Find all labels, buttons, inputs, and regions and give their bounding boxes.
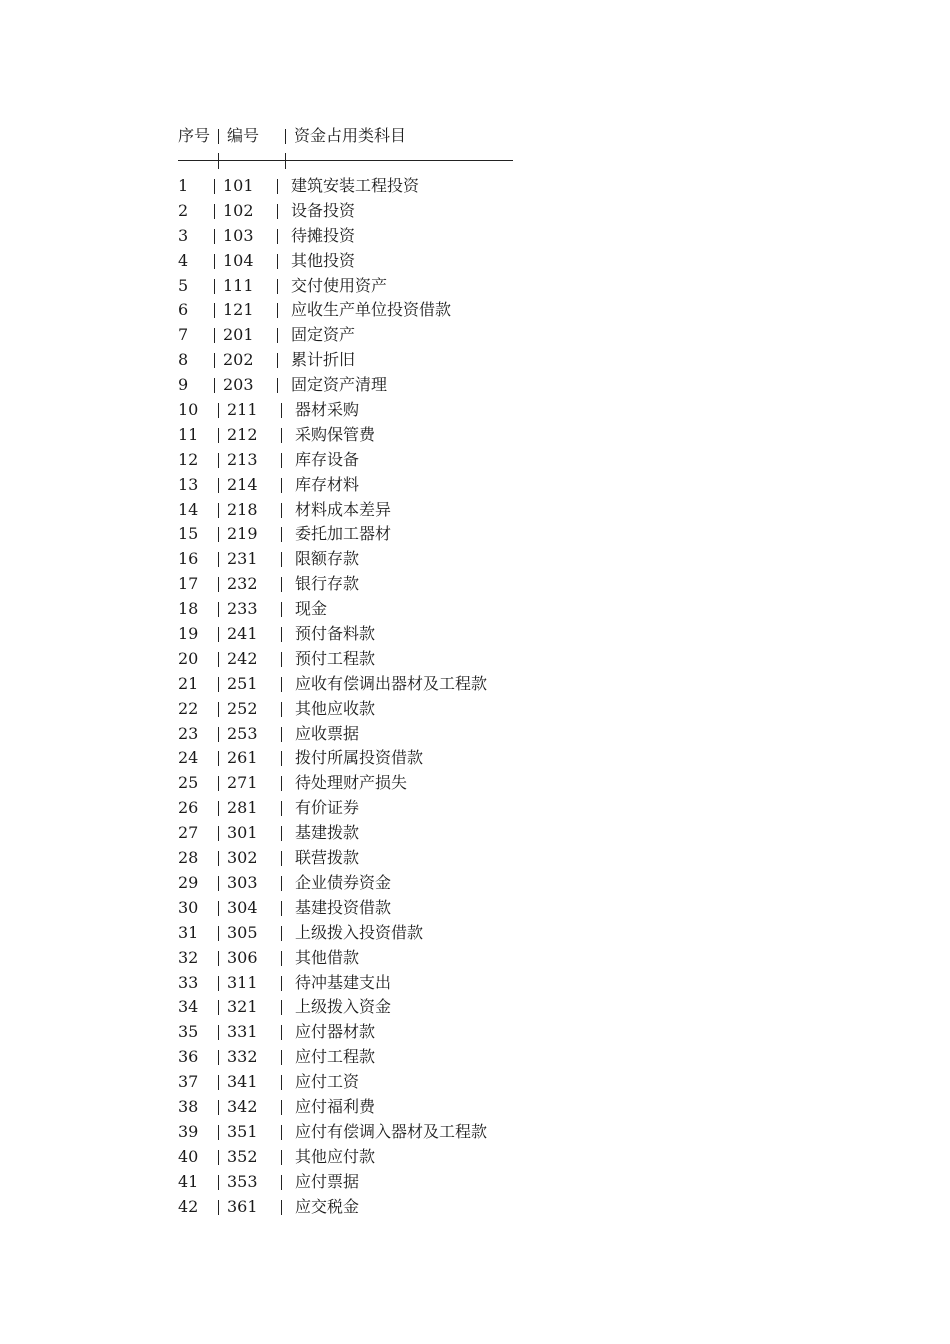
column-divider <box>218 826 219 841</box>
column-divider <box>214 179 215 194</box>
column-divider <box>281 727 282 742</box>
column-divider <box>214 303 215 318</box>
row-seq: 3 <box>178 225 189 245</box>
column-divider <box>281 478 282 493</box>
row-seq: 15 <box>178 524 199 544</box>
column-divider <box>218 1125 219 1140</box>
row-code: 306 <box>227 947 258 967</box>
column-divider <box>218 727 219 742</box>
column-divider <box>218 627 219 642</box>
row-code: 253 <box>227 723 258 743</box>
column-divider <box>218 478 219 493</box>
row-code: 103 <box>223 225 254 245</box>
row-subject: 预付工程款 <box>295 648 376 668</box>
row-seq: 35 <box>178 1022 199 1042</box>
column-divider <box>281 1150 282 1165</box>
row-subject: 应付有偿调入器材及工程款 <box>295 1121 488 1141</box>
row-subject: 应付票据 <box>295 1171 360 1191</box>
row-subject: 应收票据 <box>295 723 360 743</box>
row-code: 304 <box>227 897 258 917</box>
column-divider <box>281 751 282 766</box>
row-seq: 6 <box>178 300 189 320</box>
column-divider <box>218 1200 219 1215</box>
column-divider <box>281 776 282 791</box>
row-seq: 28 <box>178 848 199 868</box>
column-divider <box>281 577 282 592</box>
row-seq: 41 <box>178 1171 199 1191</box>
row-seq: 30 <box>178 897 199 917</box>
row-subject: 库存设备 <box>295 449 360 469</box>
column-divider <box>218 1100 219 1115</box>
column-divider <box>281 453 282 468</box>
row-seq: 14 <box>178 499 199 519</box>
column-divider <box>218 801 219 816</box>
column-divider <box>218 1000 219 1015</box>
row-seq: 18 <box>178 599 199 619</box>
row-seq: 10 <box>178 400 199 420</box>
column-divider <box>214 229 215 244</box>
row-seq: 23 <box>178 723 199 743</box>
column-divider <box>281 851 282 866</box>
column-divider <box>214 254 215 269</box>
column-divider <box>277 303 278 318</box>
row-code: 331 <box>227 1022 258 1042</box>
column-divider <box>281 552 282 567</box>
row-code: 301 <box>227 823 258 843</box>
column-divider <box>218 527 219 542</box>
column-divider <box>277 204 278 219</box>
row-code: 219 <box>227 524 258 544</box>
row-subject: 交付使用资产 <box>291 275 388 295</box>
row-code: 251 <box>227 673 258 693</box>
row-subject: 其他投资 <box>291 250 356 270</box>
row-subject: 预付备料款 <box>295 624 376 644</box>
row-seq: 32 <box>178 947 199 967</box>
row-subject: 固定资产 <box>291 325 356 345</box>
row-seq: 20 <box>178 648 199 668</box>
row-seq: 33 <box>178 972 199 992</box>
column-divider <box>218 677 219 692</box>
column-divider <box>218 652 219 667</box>
row-subject: 应付福利费 <box>295 1096 376 1116</box>
row-subject: 联营拨款 <box>295 848 360 868</box>
column-divider <box>281 1200 282 1215</box>
row-code: 233 <box>227 599 258 619</box>
row-subject: 材料成本差异 <box>295 499 392 519</box>
row-code: 121 <box>223 300 254 320</box>
row-code: 211 <box>227 400 258 420</box>
column-divider <box>218 926 219 941</box>
row-subject: 库存材料 <box>295 474 360 494</box>
row-code: 218 <box>227 499 258 519</box>
column-divider <box>277 229 278 244</box>
row-subject: 其他应付款 <box>295 1146 376 1166</box>
row-seq: 31 <box>178 922 199 942</box>
row-code: 305 <box>227 922 258 942</box>
column-divider <box>218 602 219 617</box>
column-divider <box>218 403 219 418</box>
row-seq: 22 <box>178 698 199 718</box>
column-divider <box>218 577 219 592</box>
row-subject: 应收有偿调出器材及工程款 <box>295 673 488 693</box>
column-divider <box>214 328 215 343</box>
row-seq: 5 <box>178 275 189 295</box>
row-subject: 上级拨入投资借款 <box>295 922 424 942</box>
column-divider <box>281 1000 282 1015</box>
row-subject: 设备投资 <box>291 200 356 220</box>
row-code: 281 <box>227 798 258 818</box>
row-seq: 9 <box>178 375 189 395</box>
row-subject: 现金 <box>295 599 328 619</box>
row-subject: 企业债券资金 <box>295 872 392 892</box>
row-seq: 21 <box>178 673 199 693</box>
column-divider <box>281 627 282 642</box>
row-code: 302 <box>227 848 258 868</box>
row-subject: 基建投资借款 <box>295 897 392 917</box>
column-divider <box>218 1150 219 1165</box>
row-seq: 34 <box>178 997 199 1017</box>
row-subject: 限额存款 <box>295 549 360 569</box>
column-divider <box>281 702 282 717</box>
row-seq: 36 <box>178 1047 199 1067</box>
column-divider <box>281 677 282 692</box>
row-subject: 有价证券 <box>295 798 360 818</box>
row-code: 232 <box>227 574 258 594</box>
row-seq: 13 <box>178 474 199 494</box>
column-divider <box>218 552 219 567</box>
column-divider <box>281 602 282 617</box>
row-seq: 16 <box>178 549 199 569</box>
row-subject: 上级拨入资金 <box>295 997 392 1017</box>
row-subject: 器材采购 <box>295 400 360 420</box>
column-divider <box>281 976 282 991</box>
row-seq: 25 <box>178 773 199 793</box>
column-divider <box>277 279 278 294</box>
row-code: 303 <box>227 872 258 892</box>
column-divider <box>277 254 278 269</box>
header-subject: 资金占用类科目 <box>294 126 407 145</box>
row-subject: 待冲基建支出 <box>295 972 392 992</box>
row-seq: 39 <box>178 1121 199 1141</box>
header-seq: 序号 <box>178 126 211 145</box>
row-code: 342 <box>227 1096 258 1116</box>
row-subject: 银行存款 <box>295 574 360 594</box>
column-divider <box>218 1075 219 1090</box>
row-seq: 27 <box>178 823 199 843</box>
row-seq: 12 <box>178 449 199 469</box>
row-seq: 1 <box>178 176 189 195</box>
column-divider <box>218 1175 219 1190</box>
header-code: 编号 <box>227 126 260 145</box>
column-divider <box>218 976 219 991</box>
column-divider <box>218 851 219 866</box>
row-code: 311 <box>227 972 258 992</box>
row-subject: 采购保管费 <box>295 424 376 444</box>
row-seq: 2 <box>178 200 189 220</box>
column-divider <box>214 204 215 219</box>
column-divider <box>277 328 278 343</box>
column-divider <box>277 378 278 393</box>
row-code: 252 <box>227 698 258 718</box>
column-divider <box>281 527 282 542</box>
row-subject: 基建拨款 <box>295 823 360 843</box>
column-divider <box>218 951 219 966</box>
row-subject: 委托加工器材 <box>295 524 392 544</box>
column-divider <box>214 378 215 393</box>
column-divider <box>281 1025 282 1040</box>
column-divider <box>218 1025 219 1040</box>
row-code: 271 <box>227 773 258 793</box>
row-code: 111 <box>223 275 254 295</box>
row-subject: 应付工资 <box>295 1072 360 1092</box>
row-code: 102 <box>223 200 254 220</box>
row-seq: 17 <box>178 574 199 594</box>
row-seq: 29 <box>178 872 199 892</box>
column-divider <box>281 1100 282 1115</box>
row-code: 101 <box>223 176 254 195</box>
row-seq: 7 <box>178 325 189 345</box>
column-divider <box>214 279 215 294</box>
column-divider <box>218 751 219 766</box>
row-code: 241 <box>227 624 258 644</box>
column-divider <box>281 403 282 418</box>
row-seq: 8 <box>178 350 189 370</box>
horizontal-rule <box>178 160 513 161</box>
row-code: 214 <box>227 474 258 494</box>
row-subject: 应付器材款 <box>295 1022 376 1042</box>
column-divider <box>218 776 219 791</box>
row-code: 212 <box>227 424 258 444</box>
row-seq: 19 <box>178 624 199 644</box>
row-code: 351 <box>227 1121 258 1141</box>
row-code: 353 <box>227 1171 258 1191</box>
row-seq: 40 <box>178 1146 199 1166</box>
column-divider <box>277 353 278 368</box>
row-code: 261 <box>227 748 258 768</box>
column-divider <box>281 901 282 916</box>
rule-junction <box>218 153 219 169</box>
row-seq: 42 <box>178 1196 199 1216</box>
row-subject: 应交税金 <box>295 1196 360 1216</box>
row-code: 341 <box>227 1072 258 1092</box>
column-divider <box>281 826 282 841</box>
column-divider <box>218 702 219 717</box>
row-subject: 应收生产单位投资借款 <box>291 300 452 320</box>
row-subject: 待摊投资 <box>291 225 356 245</box>
row-code: 202 <box>223 350 254 370</box>
row-subject: 待处理财产损失 <box>295 773 408 793</box>
column-divider <box>281 428 282 443</box>
row-code: 332 <box>227 1047 258 1067</box>
row-subject: 累计折旧 <box>291 350 356 370</box>
column-divider <box>218 1050 219 1065</box>
column-divider <box>218 453 219 468</box>
row-subject: 拨付所属投资借款 <box>295 748 424 768</box>
row-code: 242 <box>227 648 258 668</box>
row-subject: 其他借款 <box>295 947 360 967</box>
column-divider <box>214 353 215 368</box>
column-divider <box>281 1125 282 1140</box>
row-code: 104 <box>223 250 254 270</box>
column-divider <box>281 1075 282 1090</box>
column-divider <box>218 876 219 891</box>
row-seq: 37 <box>178 1072 199 1092</box>
column-divider <box>281 951 282 966</box>
row-code: 213 <box>227 449 258 469</box>
column-divider <box>281 926 282 941</box>
row-seq: 26 <box>178 798 199 818</box>
row-seq: 38 <box>178 1096 199 1116</box>
column-divider <box>285 129 286 144</box>
row-code: 201 <box>223 325 254 345</box>
column-divider <box>281 801 282 816</box>
row-code: 231 <box>227 549 258 569</box>
row-seq: 11 <box>178 424 199 444</box>
column-divider <box>281 652 282 667</box>
column-divider <box>218 503 219 518</box>
row-seq: 4 <box>178 250 189 270</box>
row-seq: 24 <box>178 748 199 768</box>
rule-junction <box>285 153 286 169</box>
row-code: 352 <box>227 1146 258 1166</box>
column-divider <box>218 901 219 916</box>
column-divider <box>281 503 282 518</box>
row-subject: 建筑安装工程投资 <box>291 176 420 195</box>
row-subject: 应付工程款 <box>295 1047 376 1067</box>
column-divider <box>277 179 278 194</box>
column-divider <box>218 129 219 144</box>
column-divider <box>218 428 219 443</box>
column-divider <box>281 1050 282 1065</box>
row-code: 361 <box>227 1196 258 1216</box>
row-code: 321 <box>227 997 258 1017</box>
row-subject: 固定资产清理 <box>291 375 388 395</box>
row-subject: 其他应收款 <box>295 698 376 718</box>
column-divider <box>281 876 282 891</box>
row-code: 203 <box>223 375 254 395</box>
column-divider <box>281 1175 282 1190</box>
